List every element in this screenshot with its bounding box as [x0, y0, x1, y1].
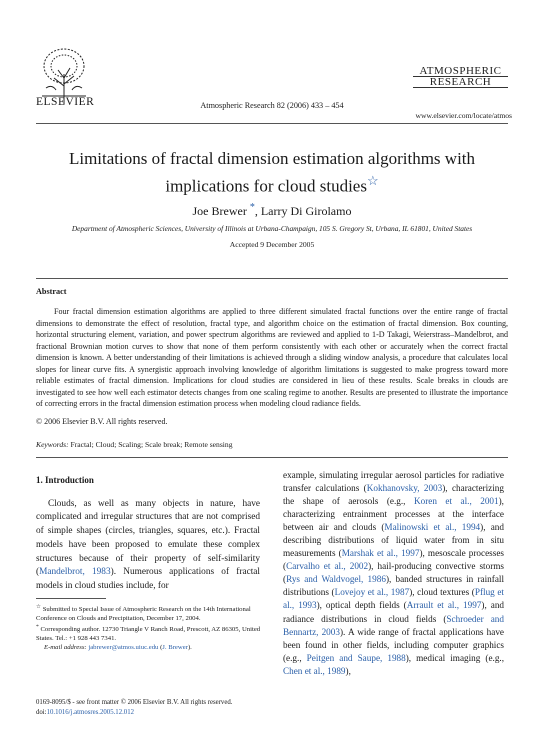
author-1: Joe Brewer: [192, 204, 247, 218]
citation-schroeder[interactable]: Schroeder and Bennartz, 2003: [283, 613, 504, 637]
right-text-6: ), hail-producing convective storms (: [283, 561, 504, 585]
citation-chen[interactable]: Chen et al., 1989: [283, 665, 346, 676]
author-separator: ,: [254, 204, 261, 218]
right-text-3: ), characterizing entrainment processes at the interface between air and clouds (: [283, 496, 504, 533]
abstract-top-rule: [36, 278, 508, 279]
citation-malinowski[interactable]: Malinowski et al., 1994: [384, 522, 481, 533]
author-2: Larry Di Girolamo: [260, 204, 352, 218]
title-line-2: implications for cloud studies: [165, 176, 367, 196]
citation-rys[interactable]: Rys and Waldvogel, 1986: [286, 574, 386, 585]
abstract-bottom-rule: [36, 457, 508, 458]
journal-logo-line1: ATMOSPHERIC: [413, 66, 508, 77]
author-email-link[interactable]: jabrewer@atmos.uiuc.edu: [88, 644, 159, 652]
journal-logo: [413, 66, 508, 88]
issn-line: 0169-8095/$ - see front matter © 2006 Elsevier B.V. All rights reserved.: [36, 699, 233, 706]
abstract-paragraph: Four fractal dimension estimation algorithms are applied to three different simulated fractal functions over the entire range of fractal dimensions to demonstrate the effect of resolution, fractal type, and algorithm choice on the estimation of fractal dimension. Box counting, horizontal structuring element, variation, and power spectrum algorithms are reviewed and applied to 1-D Takagi, Weierstrass–Mandelbrot, and fractional Brownian motion curves to show that none of them perform consistently with each other or accurately when the correct fractal dimension is known. A better understanding of their limitations is achieved through a sliding window analysis, a procedure that calculates local slopes for linear curve fits. A synergistic approach involving knowledge of algorithm limitations is suggested to make progress toward more reliable estimates of fractal dimension. Implications for cloud studies are considered in lieu of these results. Scale breaks in clouds are investigated to see how well each estimator detects changes from one scaling regime to another. Results are presented to illustrate the importance of correcting errors in the fractal dimension estimation process when modeling cloud radiance fields.: [36, 307, 508, 409]
right-text-8: ), cloud textures (: [409, 587, 475, 598]
doi-label: doi:: [36, 709, 47, 716]
citation-mandelbrot[interactable]: Mandelbrot, 1983: [39, 567, 111, 578]
right-text-9: ), optical depth fields (: [316, 600, 407, 611]
affiliation: Department of Atmospheric Sciences, University of Illinois at Urbana-Champaign, 105 S. Gregory St, Urbana, IL 61801, United States: [71, 224, 473, 233]
footnote-2-text: Corresponding author. 12730 Triangle V Ranch Road, Prescott, AZ 86305, United States. Tel.: +1 928 443 7341.: [36, 626, 261, 643]
author-name-link[interactable]: J. Brewer: [162, 644, 188, 652]
citation-arrault[interactable]: Arrault et al., 1997: [406, 600, 482, 611]
left-column: [36, 474, 260, 594]
footnote-1-mark: ☆: [36, 604, 42, 610]
keywords-list: Fractal; Cloud; Scaling; Scale break; Remote sensing: [70, 440, 233, 449]
email-label: E-mail address:: [44, 644, 87, 652]
citation-koren[interactable]: Koren et al., 2001: [413, 496, 499, 507]
section-heading: 1. Introduction: [36, 475, 94, 485]
right-text-7: ), banded structures in rainfall distributions (: [283, 574, 505, 598]
right-text-4: ), and describing distributions of liquid water from in situ measurements (: [283, 522, 504, 559]
authors: [0, 202, 544, 219]
abstract-heading: Abstract: [36, 287, 67, 296]
copyright-notice: © 2006 Elsevier B.V. All rights reserved.: [36, 417, 168, 426]
publisher-name: ELSEVIER: [36, 96, 95, 108]
citation-kokhanovsky[interactable]: Kokhanovsky, 2003: [366, 483, 443, 494]
intro-text-2: ). Numerous applications of fractal models in cloud studies include, for: [36, 567, 260, 591]
right-text-5: ), mesoscale processes (: [283, 548, 504, 572]
right-column: [283, 469, 504, 678]
footnotes: [36, 603, 264, 652]
article-title: [40, 148, 504, 198]
footnote-1: [36, 603, 264, 623]
footnote-rule: [36, 598, 106, 599]
right-text-10: ), and radiance distributions in cloud fields (: [283, 600, 505, 624]
right-text-12: ), medical imaging (e.g.,: [405, 652, 505, 663]
corresponding-author-mark[interactable]: *: [249, 202, 255, 213]
keywords: [36, 440, 233, 449]
abstract-body: [36, 306, 508, 410]
title-line-1: Limitations of fractal dimension estimation algorithms with: [68, 149, 476, 168]
title-footnote-mark[interactable]: ☆: [366, 173, 379, 188]
intro-paragraph: [36, 498, 260, 594]
right-text-13: ),: [345, 665, 351, 676]
header-rule: [36, 123, 508, 124]
footnote-2: [36, 623, 264, 643]
citation-pflug[interactable]: Pflug et al., 1993: [283, 587, 504, 611]
right-text-2: ), characterizing the shape of aerosols (e.g.,: [283, 483, 504, 507]
doi-line: [36, 709, 134, 716]
right-text-1: example, simulating irregular aerosol particles for radiative transfer calculations (: [283, 470, 504, 494]
keywords-label: Keywords:: [36, 440, 69, 449]
doi-link[interactable]: 10.1016/j.atmosres.2005.12.012: [46, 709, 134, 716]
footnote-email: [36, 643, 264, 652]
email-paren-open: (: [158, 644, 163, 652]
intro-text-1: Clouds, as well as many objects in nature, have complicated and irregular structures that are not comprised of simple shapes (circles, triangles, squares, etc.). Fractal models have been proposed to emulate these complex structures because of their property of self-similarity (: [36, 498, 260, 578]
footnote-1-text: Submitted to Special Issue of Atmospheric Research on the 14th International Conference on Clouds and Precipitation, December 17, 2004.: [36, 606, 251, 623]
journal-url[interactable]: www.elsevier.com/locate/atmos: [415, 111, 512, 120]
footnote-2-mark: *: [36, 624, 39, 631]
right-text-11: ). A wide range of fractal applications have been found in other fields, including computer graphics (e.g.,: [283, 626, 504, 663]
citation-carvalho[interactable]: Carvalho et al., 2002: [286, 561, 369, 572]
citation-marshak[interactable]: Marshak et al., 1997: [341, 548, 420, 559]
citation-peitgen[interactable]: Peitgen and Saupe, 1988: [306, 652, 406, 663]
accepted-date: Accepted 9 December 2005: [229, 240, 315, 249]
citation-lovejoy[interactable]: Lovejoy et al., 1987: [334, 587, 410, 598]
journal-logo-line2: RESEARCH: [413, 77, 508, 88]
journal-citation: Atmospheric Research 82 (2006) 433 – 454: [200, 101, 344, 110]
email-paren-close: ).: [187, 644, 192, 652]
